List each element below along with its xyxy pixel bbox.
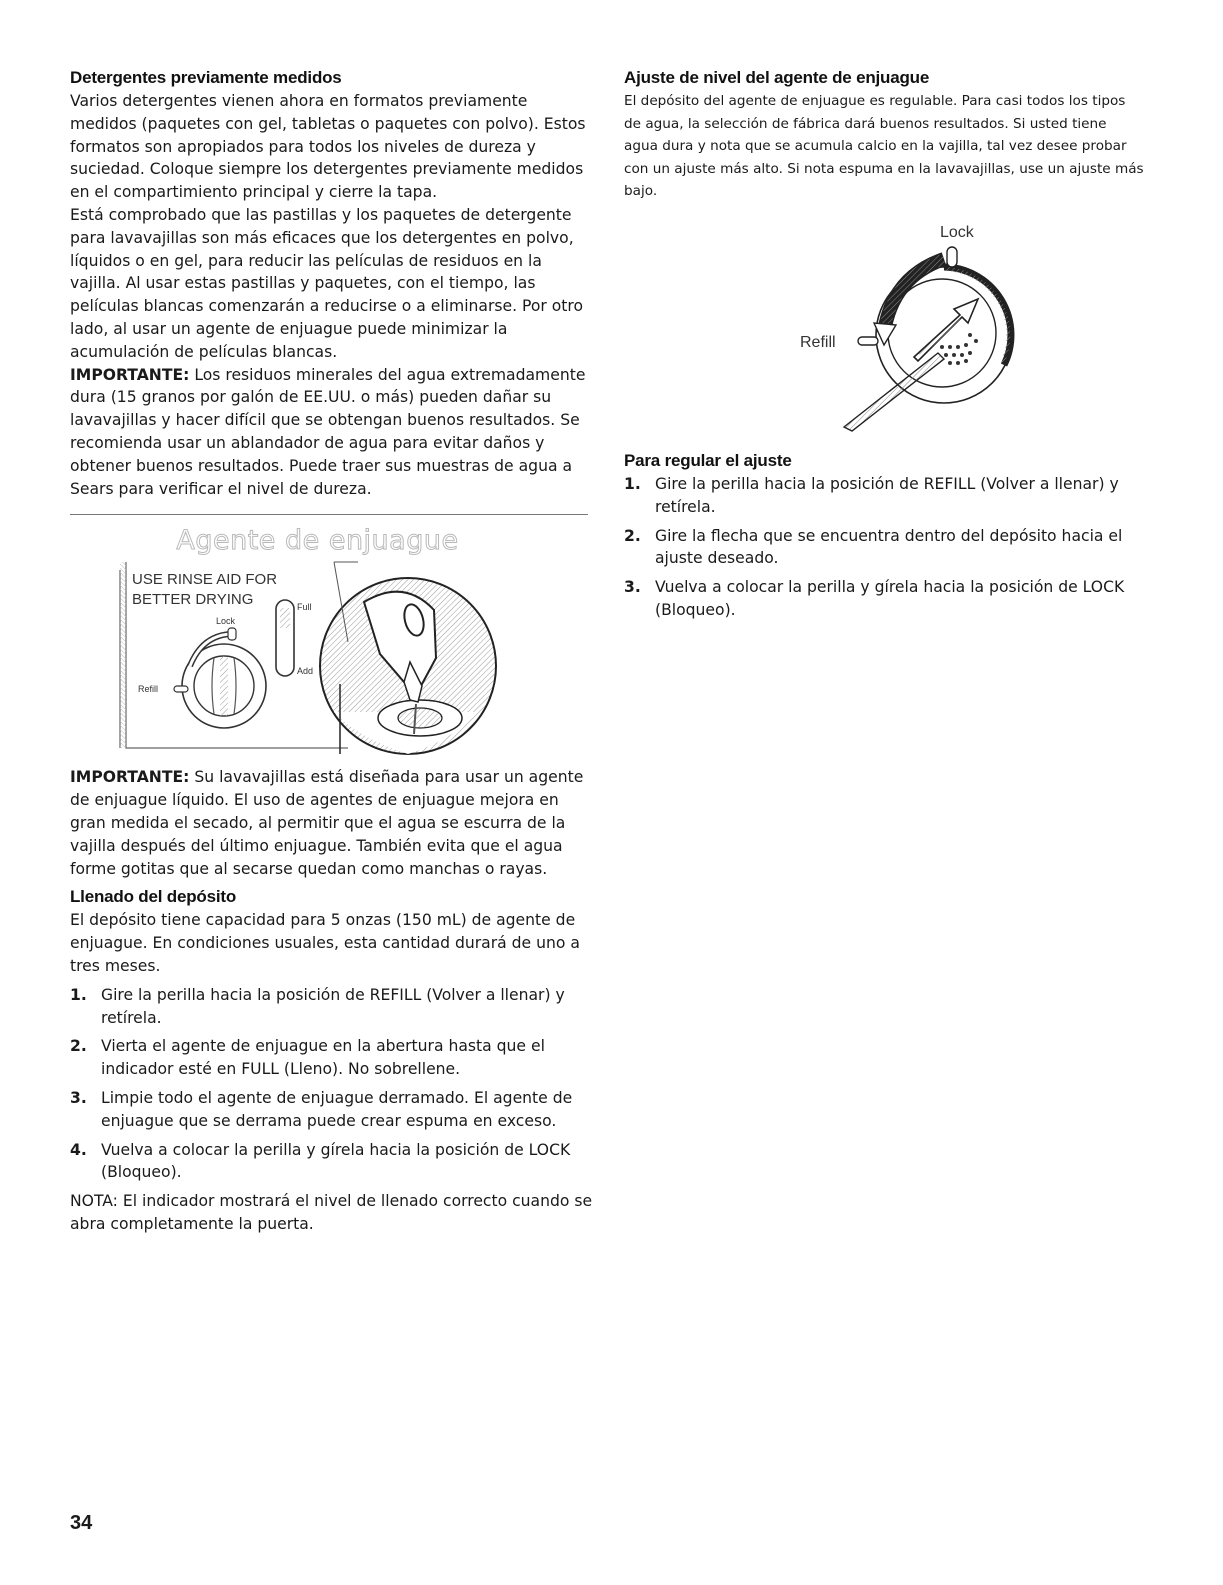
step-number: 1. <box>624 474 641 493</box>
important-text-2: Su lavavajillas está diseñada para usar un agente de enjuague líquido. El uso de agentes de enjuague mejora en gran medida el secado, al permitir que el agua se escurra de la vajilla después del último enjuague. También evita que el agua forme gotitas que al secarse quedan como manchas o rayas. <box>70 768 584 878</box>
label-add: Add <box>297 666 314 677</box>
rinse-aid-figure <box>118 558 518 756</box>
left-column <box>70 68 595 1236</box>
regulate-steps <box>624 473 1144 622</box>
label-lock-small: Lock <box>216 616 236 627</box>
dial-illustration <box>764 215 1064 441</box>
step-number: 3. <box>624 578 641 597</box>
filling-step <box>70 1139 595 1185</box>
step-number: 4. <box>70 1140 87 1159</box>
important-text: Los residuos minerales del agua extremadamente dura (15 granos por galón de EE.UU. o más) pueden dañar su lavavajillas y hacer difícil que se obtengan buenos resultados. Se recomienda usar un ablandador de agua para evitar daños y obtener buenos resultados. Puede traer sus muestras de agua a Sears para verificar el nivel de dureza. <box>70 365 586 498</box>
section-heading-premeasured: Detergentes previamente medidos <box>70 68 342 87</box>
section-heading-filling: Llenado del depósito <box>70 887 237 907</box>
filling-step <box>70 984 595 1030</box>
step-text: Gire la perilla hacia la posición de REFILL (Volver a llenar) y retírela. <box>101 985 565 1027</box>
filling-step <box>70 1035 595 1081</box>
label-refill-small: Refill <box>138 684 159 695</box>
section-heading-regulate: Para regular el ajuste <box>624 450 792 470</box>
dial-label-refill: Refill <box>800 333 836 351</box>
dial-label-lock: Lock <box>940 223 974 241</box>
note-label: NOTA: <box>70 1192 118 1211</box>
divider <box>70 514 588 515</box>
paragraph-important-water <box>70 364 595 501</box>
filling-step <box>70 1087 595 1133</box>
section-heading-adjust-level: Ajuste de nivel del agente de enjuague <box>624 68 930 87</box>
step-text: Gire la perilla hacia la posición de REFILL (Volver a llenar) y retírela. <box>655 474 1119 516</box>
paragraph-important-rinse <box>70 766 595 880</box>
panel-text-line1: USE RINSE AID FOR <box>132 571 278 589</box>
figure-title: Agente de enjuague <box>176 525 459 557</box>
label-full: Full <box>297 602 312 613</box>
paragraph-adjust-level: El depósito del agente de enjuague es regulable. Para casi todos los tipos de agua, la selección de fábrica dará buenos resultados. Si usted tiene agua dura y nota que se acumula calcio en la vajilla, tal vez desee probar con un ajuste más alto. Si nota espuma en la lavavajillas, use un ajuste más bajo. <box>624 93 1144 200</box>
paragraph-premeasured-2: Está comprobado que las pastillas y los paquetes de detergente para lavavajillas son más eficaces que los detergentes en polvo, líquidos o en gel, para reducir las películas de residuos en la vajilla. Al usar estas pastillas y paquetes, con el tiempo, las películas blancas comenzarán a reducirse o a eliminarse. Por otro lado, al usar un agente de enjuague puede minimizar la acumulación de películas blancas. <box>70 205 584 361</box>
page-number: 34 <box>70 1512 93 1534</box>
step-text: Gire la flecha que se encuentra dentro del depósito hacia el ajuste deseado. <box>655 526 1123 568</box>
note-paragraph <box>70 1190 595 1236</box>
step-text: Vuelva a colocar la perilla y gírela hacia la posición de LOCK (Bloqueo). <box>101 1140 571 1182</box>
dial-figure <box>764 215 1064 441</box>
right-column <box>624 68 1144 628</box>
important-label: IMPORTANTE: <box>70 365 190 384</box>
note-text: El indicador mostrará el nivel de llenado correcto cuando se abra completamente la puerta. <box>70 1192 593 1233</box>
regulate-step <box>624 473 1144 519</box>
step-text: Vuelva a colocar la perilla y gírela hacia la posición de LOCK (Bloqueo). <box>655 578 1125 619</box>
regulate-step <box>624 525 1144 571</box>
paragraph-filling: El depósito tiene capacidad para 5 onzas (150 mL) de agente de enjuague. En condiciones usuales, esta cantidad durará de uno a tres meses. <box>70 911 580 975</box>
step-number: 1. <box>70 985 87 1004</box>
paragraph-premeasured-1: Varios detergentes vienen ahora en formatos previamente medidos (paquetes con gel, tabletas o paquetes con polvo). Estos formatos son apropiados para todos los niveles de dureza y suciedad. Coloque siempre los detergentes previamente medidos en el compartimiento principal y cierre la tapa. <box>70 92 586 202</box>
step-number: 2. <box>624 526 641 545</box>
step-text: Limpie todo el agente de enjuague derramado. El agente de enjuague que se derrama puede crear espuma en exceso. <box>101 1088 573 1130</box>
step-number: 3. <box>70 1088 87 1107</box>
panel-text-line2: BETTER DRYING <box>132 591 254 609</box>
filling-steps <box>70 984 595 1184</box>
regulate-step <box>624 576 1144 622</box>
step-text: Vierta el agente de enjuague en la abertura hasta que el indicador esté en FULL (Lleno). No sobrellene. <box>101 1037 545 1079</box>
step-number: 2. <box>70 1037 87 1056</box>
important-label-2: IMPORTANTE: <box>70 768 190 787</box>
rinse-aid-illustration <box>118 558 518 756</box>
